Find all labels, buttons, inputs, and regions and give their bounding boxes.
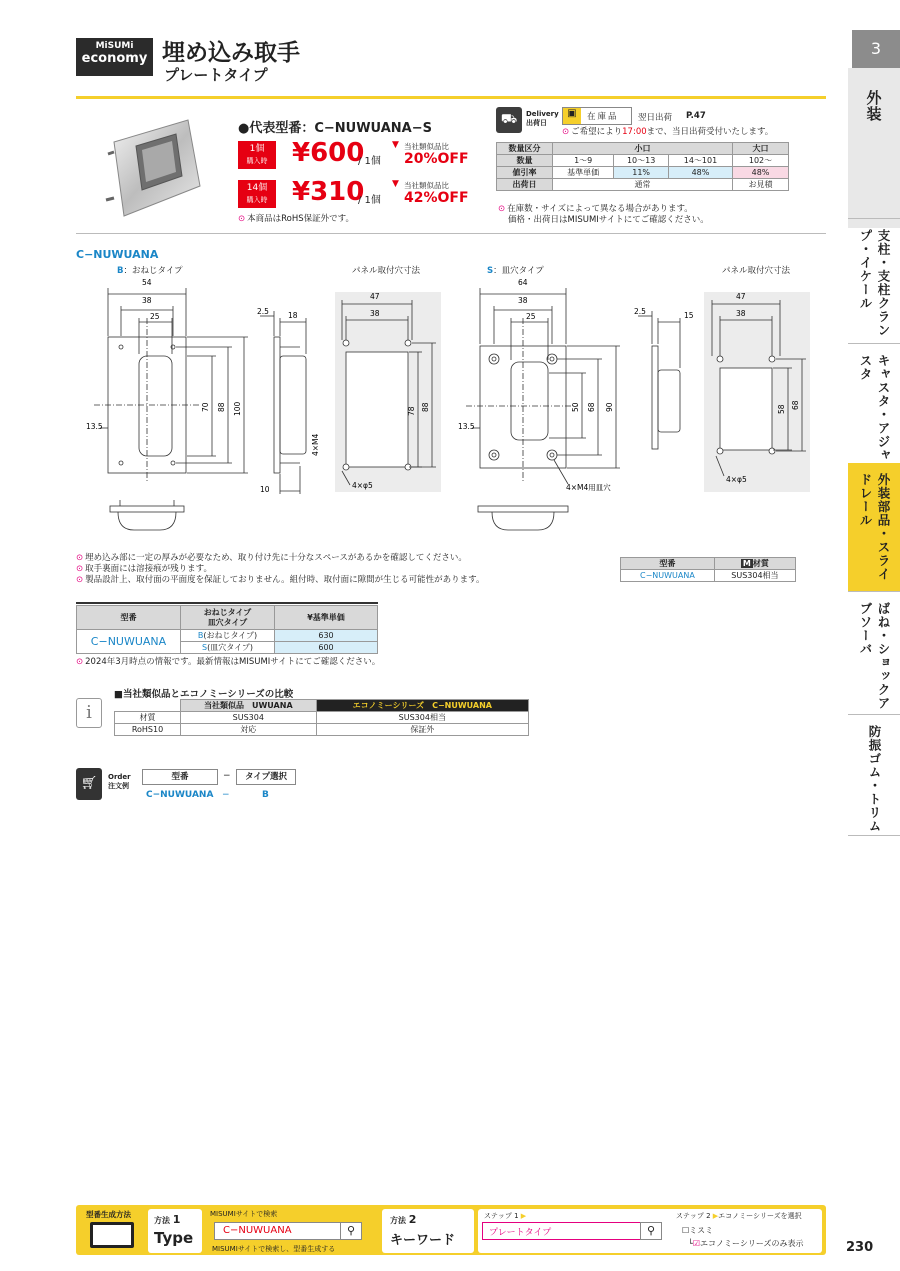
keyword-input[interactable]: プレートタイプ ⚲ <box>482 1222 662 1240</box>
price-table-note: ⊙ 2024年3月時点の情報です。最新情報はMISUMIサイトにてご確認ください。 <box>76 657 380 668</box>
s-type-front-drawing <box>456 278 626 540</box>
option-misumi[interactable]: ☐ミスミ <box>682 1226 714 1235</box>
svg-text:18: 18 <box>288 311 298 320</box>
svg-text:90: 90 <box>605 402 614 412</box>
order-dash: − <box>223 771 231 781</box>
tier2-compare: 当社類似品比 <box>404 181 449 190</box>
svg-text:2.5: 2.5 <box>634 307 646 316</box>
s-panel-drawing <box>700 286 816 496</box>
svg-text:4×φ5: 4×φ5 <box>726 475 747 484</box>
monitor-icon <box>90 1222 134 1248</box>
svg-text:38: 38 <box>518 296 528 305</box>
svg-text:58: 58 <box>777 404 786 414</box>
svg-text:68: 68 <box>587 402 596 412</box>
svg-text:4×φ5: 4×φ5 <box>352 481 373 490</box>
discount-table: 数量区分 小口 大口 数量 1〜9 10〜13 14〜101 102〜 値引率 基準単価 11% 48% 48% 出荷日 通常 お見積 <box>496 142 789 191</box>
side-tab-3-active[interactable]: 外装部品・スライドレール <box>848 463 900 591</box>
box-icon: ▣ <box>563 108 581 124</box>
page-title: 埋め込み取手 <box>162 40 300 66</box>
order-example-dash: − <box>222 790 230 800</box>
tier2-price: ¥310 <box>292 177 365 207</box>
brand-top: MiSUMi <box>95 41 134 51</box>
svg-text:38: 38 <box>736 309 746 318</box>
material-table: 型番 M 材質 C−NUWUANA SUS304相当 <box>620 557 796 582</box>
svg-text:100: 100 <box>233 401 242 416</box>
product-image <box>96 114 208 222</box>
search-hint: MISUMIサイトで検索 <box>210 1210 278 1218</box>
svg-text:10: 10 <box>260 485 270 494</box>
comparison-title: ■当社類似品とエコノミーシリーズの比較 <box>114 689 294 700</box>
discount-notes: ⊙ 在庫数・サイズによって異なる場合があります。 価格・出荷日はMISUMIサイトにてご確認ください。 <box>498 204 709 226</box>
section-title: C−NUWUANA <box>76 248 159 261</box>
order-example-type: B <box>262 790 269 800</box>
svg-text:13.5: 13.5 <box>458 422 475 431</box>
tier1-compare: 当社類似品比 <box>404 142 449 151</box>
svg-text:68: 68 <box>791 400 800 410</box>
tier1-price: ¥600 <box>292 138 365 168</box>
s-type-side-drawing <box>630 306 694 456</box>
svg-text:78: 78 <box>407 406 416 416</box>
svg-text:38: 38 <box>142 296 152 305</box>
brand-bottom: economy <box>81 51 148 66</box>
svg-text:13.5: 13.5 <box>86 422 103 431</box>
search-input[interactable]: C−NUWUANA ⚲ <box>214 1222 362 1240</box>
panel-label-s: パネル取付穴寸法 <box>722 266 791 276</box>
method2-box: 方法 2 キーワード <box>382 1209 474 1253</box>
side-tab-5[interactable]: 防振ゴム・トリム <box>848 714 900 836</box>
cart-icon: 🛒︎ <box>76 768 102 800</box>
side-tab-4[interactable]: ばね・ショックアブソーバ <box>848 591 900 714</box>
order-label: Order 注文例 <box>108 773 131 790</box>
order-deadline-note: ⊙ ご希望により17:00まで、当日出荷受付いたします。 <box>562 127 773 138</box>
svg-text:70: 70 <box>201 402 210 412</box>
chapter-number: 3 <box>852 30 900 68</box>
step1-label: ステップ 1 ▶ <box>484 1212 527 1220</box>
side-tab-2[interactable]: キャスタ・アジャスタ <box>848 343 900 463</box>
svg-text:54: 54 <box>142 278 152 287</box>
down-arrow-icon: ▼ <box>392 140 399 150</box>
svg-text:88: 88 <box>217 402 226 412</box>
tier2-unit: / 1個 <box>358 195 381 206</box>
rohs-note: ⊙ 本商品はRoHS保証外です。 <box>238 214 354 225</box>
side-tab-current[interactable]: 外装 <box>848 68 900 228</box>
svg-text:25: 25 <box>150 312 160 321</box>
price-table: 型番 おねじタイプ 皿穴タイプ ¥基準単価 C−NUWUANA B(おねじタイプ) 630 S(皿穴タイプ) 600 <box>76 605 378 654</box>
search-icon[interactable]: ⚲ <box>640 1222 662 1240</box>
page-number: 230 <box>846 1240 874 1255</box>
order-example-model: C−NUWUANA <box>146 790 214 800</box>
order-model-header: 型番 <box>142 769 218 785</box>
svg-text:38: 38 <box>370 309 380 318</box>
side-tab-1[interactable]: 支柱・支柱クランプ・イケール <box>848 218 900 343</box>
method1-box: 方法 1 Type <box>148 1209 202 1253</box>
tier2-off: 42%OFF <box>404 190 469 206</box>
svg-text:47: 47 <box>370 292 380 301</box>
svg-text:4×M4用皿穴: 4×M4用皿穴 <box>566 483 611 492</box>
b-type-label: B：おねじタイプ <box>117 266 183 276</box>
info-icon: i <box>76 698 102 728</box>
divider <box>76 233 826 234</box>
next-day-shipping: 翌日出荷 <box>638 113 673 123</box>
price-table-rule <box>76 602 378 604</box>
b-panel-drawing <box>330 286 450 496</box>
svg-text:15: 15 <box>684 311 694 320</box>
svg-text:88: 88 <box>421 402 430 412</box>
brand-logo <box>76 38 153 76</box>
svg-text:64: 64 <box>518 278 528 287</box>
comparison-table: 当社類似品 UWUANA エコノミーシリーズ C−NUWUANA 材質 SUS304 SUS304相当 RoHS10 対応 保証外 <box>114 699 529 736</box>
step2-label: ステップ 2 ▶エコノミーシリーズを選択 <box>676 1212 802 1220</box>
stock-badge: ▣ 在庫品 <box>562 107 632 125</box>
svg-text:4×M4: 4×M4 <box>311 433 320 456</box>
tier1-off: 20%OFF <box>404 151 469 167</box>
s-type-label: S：皿穴タイプ <box>487 266 544 276</box>
delivery-label: Delivery 出荷日 <box>526 110 559 127</box>
panel-label-b: パネル取付穴寸法 <box>352 266 421 276</box>
svg-text:47: 47 <box>736 292 746 301</box>
footer-gen-label: 型番生成方法 <box>86 1210 131 1219</box>
b-type-side-drawing <box>254 306 324 498</box>
header-rule <box>76 96 826 99</box>
svg-text:25: 25 <box>526 312 536 321</box>
truck-icon: ⛟ <box>496 107 522 133</box>
page-subtitle: プレートタイプ <box>164 66 268 84</box>
search-sub: MISUMIサイトで検索し、型番生成する <box>212 1245 336 1253</box>
option-economy-only[interactable]: └☑エコノミーシリーズのみ表示 <box>688 1239 804 1248</box>
tier2-qty-badge: 14個 購入時 <box>238 180 276 208</box>
order-type-header: タイプ選択 <box>236 769 296 785</box>
down-arrow-icon: ▼ <box>392 179 399 189</box>
tier1-unit: / 1個 <box>358 156 381 167</box>
page-ref[interactable]: P.47 <box>686 111 706 121</box>
representative-model: ●代表型番：C−NUWUANA−S <box>238 121 432 136</box>
svg-text:50: 50 <box>571 402 580 412</box>
search-icon[interactable]: ⚲ <box>340 1222 362 1240</box>
usage-notes: ⊙ 埋め込み部に一定の厚みが必要なため、取り付け先に十分なスペースがあるかを確認してください。 ⊙ 取手裏面には溶接痕が残ります。 ⊙ 製品設計上、取付面の平面度を保証しておりません。組付時、取付面に隙間が生じる可能性があります。 <box>76 553 484 586</box>
b-type-front-drawing <box>84 278 254 538</box>
tier1-qty-badge: 1個 購入時 <box>238 141 276 169</box>
svg-text:2.5: 2.5 <box>257 307 269 316</box>
